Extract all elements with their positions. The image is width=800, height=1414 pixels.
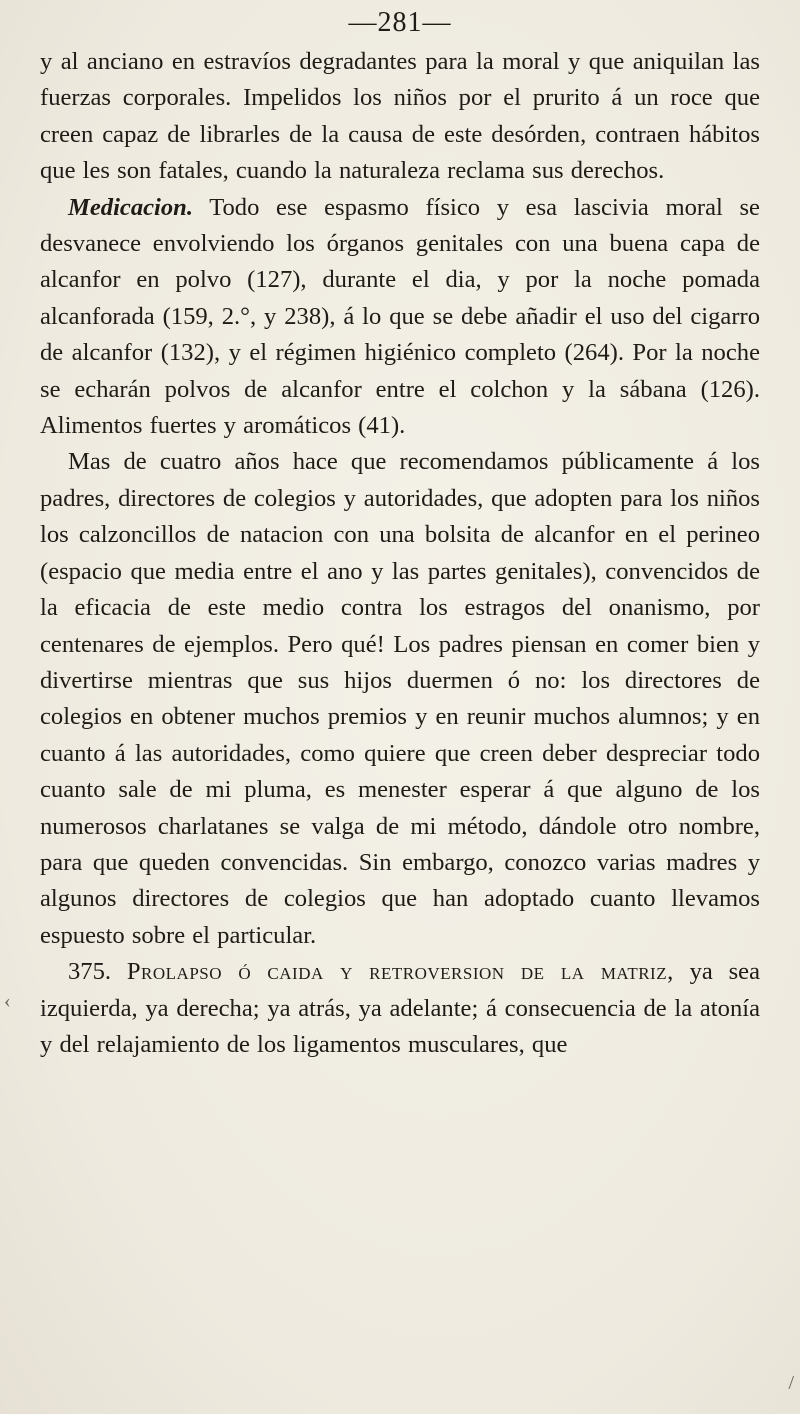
paragraph-section-375 (40, 954, 760, 1063)
margin-mark-left: ‹ (4, 990, 11, 1012)
section-lead-medicacion: Medicacion. (68, 193, 193, 221)
paragraph-text: ya sea izquierda, ya derecha; ya atrás, ya adelante; á consecuencia de la atonía y del relajamiento de los ligamentos musculares, que (40, 958, 761, 1058)
paragraph-continuation (40, 44, 760, 190)
margin-mark-right: / (788, 1372, 794, 1394)
section-number: 375. (68, 958, 112, 986)
paragraph-medicacion (40, 190, 760, 445)
page-body (40, 44, 760, 1063)
page-number-header: —281— (348, 7, 452, 38)
paragraph-text: y al anciano en estravíos degradantes para la moral y que aniquilan las fuerzas corporales. Impelidos los niños por el prurito á un roce que creen capaz de librarles de la causa de este desórden, contraen hábitos que les son fatales, cuando la naturaleza reclama sus derechos. (40, 48, 760, 185)
paragraph-text: Mas de cuatro años hace que recomendamos públicamente á los padres, directores de colegios y autoridades, que adopten para los niños los calzoncillos de natacion con una bolsita de alcanfor en el perineo (espacio que media entre el ano y las partes genitales), convencidos de la eficacia de este medio contra los estragos del onanismo, por centenares de ejemplos. Pero qué! Los padres piensan en comer bien y divertirse mientras que sus hijos duermen ó no: los directores de colegios en obtener muchos premios y en reunir muchos alumnos; y en cuanto á las autoridades, como quiere que creen deber despreciar todo cuanto sale de mi pluma, es menester esperar á que alguno de los numerosos charlatanes se valga de mi método, dándole otro nombre, para que queden convencidas. Sin embargo, conozco varias madres y algunos directores de colegios que han adoptado cuanto llevamos espuesto sobre el particular. (40, 448, 760, 949)
section-heading-prolapso: Prolapso ó caida y retroversion de la matriz, (126, 958, 674, 986)
paragraph-text: Todo ese espasmo físico y esa lascivia moral se desvanece envolviendo los órganos genitales con una buena capa de alcanfor en polvo (127), durante el dia, y por la noche pomada alcanforada (159, 2.°, y 238), á lo que se debe añadir el uso del cigarro de alcanfor (132), y el régimen higiénico completo (264). Por la noche se echarán polvos de alcanfor entre el colchon y la sábana (126). Alimentos fuertes y aromáticos (41). (40, 193, 760, 440)
paragraph-recommendation (40, 444, 760, 954)
